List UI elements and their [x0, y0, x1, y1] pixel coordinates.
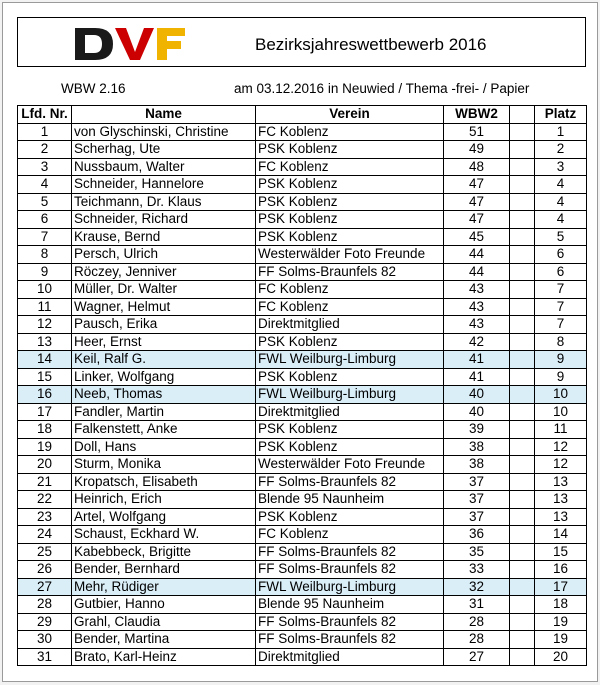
cell-club: PSK Koblenz: [256, 421, 444, 439]
cell-club: Westerwälder Foto Freunde: [256, 456, 444, 474]
cell-name: Nussbaum, Walter: [72, 158, 256, 176]
cell-blank: [510, 263, 535, 281]
cell-blank: [510, 526, 535, 544]
cell-blank: [510, 211, 535, 229]
cell-place: 9: [535, 351, 587, 369]
cell-score: 48: [444, 158, 510, 176]
column-header-club: Verein: [256, 106, 444, 124]
cell-place: 7: [535, 316, 587, 334]
table-row: [18, 596, 587, 614]
cell-club: PSK Koblenz: [256, 508, 444, 526]
cell-score: 44: [444, 263, 510, 281]
cell-name: von Glyschinski, Christine: [72, 123, 256, 141]
cell-score: 51: [444, 123, 510, 141]
cell-place: 18: [535, 596, 587, 614]
cell-blank: [510, 403, 535, 421]
cell-club: Direktmitglied: [256, 648, 444, 666]
cell-score: 43: [444, 281, 510, 299]
cell-score: 28: [444, 613, 510, 631]
column-header-name: Name: [72, 106, 256, 124]
cell-place: 6: [535, 263, 587, 281]
table-row: [18, 631, 587, 649]
cell-score: 32: [444, 578, 510, 596]
cell-score: 44: [444, 246, 510, 264]
cell-blank: [510, 176, 535, 194]
cell-nr: 17: [18, 403, 72, 421]
cell-place: 5: [535, 228, 587, 246]
cell-blank: [510, 578, 535, 596]
cell-place: 13: [535, 508, 587, 526]
cell-name: Bender, Martina: [72, 631, 256, 649]
cell-club: FC Koblenz: [256, 526, 444, 544]
column-header-place: Platz: [535, 106, 587, 124]
cell-place: 19: [535, 613, 587, 631]
cell-club: FF Solms-Braunfels 82: [256, 543, 444, 561]
cell-score: 28: [444, 631, 510, 649]
cell-nr: 26: [18, 561, 72, 579]
cell-club: FF Solms-Braunfels 82: [256, 561, 444, 579]
cell-nr: 14: [18, 351, 72, 369]
cell-place: 4: [535, 211, 587, 229]
cell-blank: [510, 386, 535, 404]
cell-name: Kropatsch, Elisabeth: [72, 473, 256, 491]
cell-blank: [510, 316, 535, 334]
cell-club: Direktmitglied: [256, 403, 444, 421]
cell-place: 8: [535, 333, 587, 351]
cell-nr: 30: [18, 631, 72, 649]
cell-club: FC Koblenz: [256, 158, 444, 176]
results-table: [17, 105, 587, 666]
table-header-row: [18, 106, 587, 124]
cell-score: 36: [444, 526, 510, 544]
table-row: [18, 141, 587, 159]
cell-nr: 8: [18, 246, 72, 264]
cell-name: Doll, Hans: [72, 438, 256, 456]
cell-nr: 28: [18, 596, 72, 614]
cell-club: PSK Koblenz: [256, 141, 444, 159]
table-row: [18, 561, 587, 579]
competition-details: am 03.12.2016 in Neuwied / Thema -frei- / Papier: [234, 81, 530, 96]
cell-nr: 1: [18, 123, 72, 141]
cell-club: Blende 95 Naunheim: [256, 491, 444, 509]
cell-name: Pausch, Erika: [72, 316, 256, 334]
cell-place: 10: [535, 403, 587, 421]
competition-code: WBW 2.16: [61, 81, 126, 96]
table-row: [18, 386, 587, 404]
cell-name: Persch, Ulrich: [72, 246, 256, 264]
cell-score: 39: [444, 421, 510, 439]
cell-name: Krause, Bernd: [72, 228, 256, 246]
cell-name: Bender, Bernhard: [72, 561, 256, 579]
cell-name: Brato, Karl-Heinz: [72, 648, 256, 666]
table-row: [18, 508, 587, 526]
cell-nr: 22: [18, 491, 72, 509]
column-header-blank: [510, 106, 535, 124]
cell-blank: [510, 298, 535, 316]
cell-place: 13: [535, 473, 587, 491]
table-row: [18, 403, 587, 421]
cell-club: FF Solms-Braunfels 82: [256, 263, 444, 281]
table-row: [18, 491, 587, 509]
cell-place: 20: [535, 648, 587, 666]
header-box: [17, 17, 586, 67]
cell-blank: [510, 491, 535, 509]
cell-score: 40: [444, 386, 510, 404]
cell-score: 47: [444, 211, 510, 229]
cell-name: Schneider, Hannelore: [72, 176, 256, 194]
cell-nr: 27: [18, 578, 72, 596]
cell-blank: [510, 351, 535, 369]
cell-blank: [510, 596, 535, 614]
cell-name: Teichmann, Dr. Klaus: [72, 193, 256, 211]
cell-score: 27: [444, 648, 510, 666]
cell-nr: 9: [18, 263, 72, 281]
cell-blank: [510, 438, 535, 456]
page-title: Bezirksjahreswettbewerb 2016: [255, 35, 487, 54]
cell-place: 10: [535, 386, 587, 404]
cell-nr: 29: [18, 613, 72, 631]
cell-club: PSK Koblenz: [256, 438, 444, 456]
cell-score: 42: [444, 333, 510, 351]
cell-place: 11: [535, 421, 587, 439]
cell-place: 3: [535, 158, 587, 176]
cell-club: FF Solms-Braunfels 82: [256, 613, 444, 631]
cell-name: Müller, Dr. Walter: [72, 281, 256, 299]
cell-score: 41: [444, 351, 510, 369]
cell-blank: [510, 158, 535, 176]
cell-blank: [510, 368, 535, 386]
table-row: [18, 648, 587, 666]
cell-score: 45: [444, 228, 510, 246]
cell-club: FC Koblenz: [256, 298, 444, 316]
cell-nr: 25: [18, 543, 72, 561]
cell-place: 12: [535, 438, 587, 456]
cell-blank: [510, 508, 535, 526]
cell-score: 43: [444, 316, 510, 334]
dvf-logo: [73, 24, 193, 64]
cell-place: 17: [535, 578, 587, 596]
cell-place: 2: [535, 141, 587, 159]
cell-blank: [510, 193, 535, 211]
cell-nr: 12: [18, 316, 72, 334]
cell-nr: 13: [18, 333, 72, 351]
table-row: [18, 368, 587, 386]
cell-score: 37: [444, 508, 510, 526]
cell-score: 37: [444, 473, 510, 491]
cell-club: FWL Weilburg-Limburg: [256, 351, 444, 369]
cell-blank: [510, 281, 535, 299]
cell-place: 16: [535, 561, 587, 579]
cell-name: Wagner, Helmut: [72, 298, 256, 316]
cell-name: Schneider, Richard: [72, 211, 256, 229]
cell-nr: 21: [18, 473, 72, 491]
cell-place: 12: [535, 456, 587, 474]
table-row: [18, 228, 587, 246]
cell-club: PSK Koblenz: [256, 368, 444, 386]
table-row: [18, 211, 587, 229]
cell-place: 13: [535, 491, 587, 509]
table-row: [18, 158, 587, 176]
cell-place: 15: [535, 543, 587, 561]
cell-score: 35: [444, 543, 510, 561]
cell-name: Linker, Wolfgang: [72, 368, 256, 386]
cell-blank: [510, 561, 535, 579]
cell-nr: 19: [18, 438, 72, 456]
cell-score: 38: [444, 438, 510, 456]
cell-name: Sturm, Monika: [72, 456, 256, 474]
cell-nr: 6: [18, 211, 72, 229]
cell-blank: [510, 123, 535, 141]
cell-name: Neeb, Thomas: [72, 386, 256, 404]
cell-nr: 2: [18, 141, 72, 159]
cell-place: 7: [535, 281, 587, 299]
cell-score: 47: [444, 176, 510, 194]
table-row: [18, 281, 587, 299]
cell-club: FF Solms-Braunfels 82: [256, 631, 444, 649]
cell-place: 4: [535, 176, 587, 194]
cell-score: 47: [444, 193, 510, 211]
cell-club: FC Koblenz: [256, 281, 444, 299]
cell-club: FWL Weilburg-Limburg: [256, 578, 444, 596]
table-row: [18, 473, 587, 491]
cell-name: Schaust, Eckhard W.: [72, 526, 256, 544]
table-row: [18, 263, 587, 281]
cell-club: FWL Weilburg-Limburg: [256, 386, 444, 404]
table-row: [18, 526, 587, 544]
table-row: [18, 421, 587, 439]
cell-blank: [510, 543, 535, 561]
cell-score: 31: [444, 596, 510, 614]
cell-place: 1: [535, 123, 587, 141]
cell-nr: 11: [18, 298, 72, 316]
table-row: [18, 193, 587, 211]
cell-club: PSK Koblenz: [256, 193, 444, 211]
cell-name: Artel, Wolfgang: [72, 508, 256, 526]
table-row: [18, 438, 587, 456]
results-body: [18, 123, 587, 666]
table-row: [18, 578, 587, 596]
cell-club: FC Koblenz: [256, 123, 444, 141]
table-row: [18, 316, 587, 334]
cell-place: 7: [535, 298, 587, 316]
cell-place: 4: [535, 193, 587, 211]
cell-nr: 23: [18, 508, 72, 526]
cell-nr: 4: [18, 176, 72, 194]
cell-name: Gutbier, Hanno: [72, 596, 256, 614]
cell-nr: 10: [18, 281, 72, 299]
cell-nr: 7: [18, 228, 72, 246]
cell-score: 40: [444, 403, 510, 421]
cell-name: Mehr, Rüdiger: [72, 578, 256, 596]
table-row: [18, 298, 587, 316]
cell-name: Falkenstett, Anke: [72, 421, 256, 439]
table-row: [18, 176, 587, 194]
cell-blank: [510, 648, 535, 666]
cell-place: 9: [535, 368, 587, 386]
table-row: [18, 333, 587, 351]
column-header-nr: Lfd. Nr.: [18, 106, 72, 124]
cell-club: PSK Koblenz: [256, 211, 444, 229]
cell-nr: 20: [18, 456, 72, 474]
cell-nr: 18: [18, 421, 72, 439]
cell-blank: [510, 473, 535, 491]
cell-nr: 24: [18, 526, 72, 544]
cell-name: Keil, Ralf G.: [72, 351, 256, 369]
cell-place: 14: [535, 526, 587, 544]
cell-blank: [510, 613, 535, 631]
cell-score: 33: [444, 561, 510, 579]
cell-club: Westerwälder Foto Freunde: [256, 246, 444, 264]
cell-name: Röczey, Jenniver: [72, 263, 256, 281]
cell-blank: [510, 333, 535, 351]
table-row: [18, 613, 587, 631]
cell-club: PSK Koblenz: [256, 176, 444, 194]
cell-name: Heinrich, Erich: [72, 491, 256, 509]
cell-nr: 3: [18, 158, 72, 176]
cell-club: PSK Koblenz: [256, 333, 444, 351]
cell-nr: 16: [18, 386, 72, 404]
cell-score: 49: [444, 141, 510, 159]
cell-score: 38: [444, 456, 510, 474]
cell-club: Blende 95 Naunheim: [256, 596, 444, 614]
cell-blank: [510, 456, 535, 474]
table-row: [18, 246, 587, 264]
cell-place: 6: [535, 246, 587, 264]
cell-club: Direktmitglied: [256, 316, 444, 334]
cell-score: 43: [444, 298, 510, 316]
column-header-score: WBW2: [444, 106, 510, 124]
cell-blank: [510, 141, 535, 159]
cell-blank: [510, 631, 535, 649]
cell-blank: [510, 421, 535, 439]
cell-name: Scherhag, Ute: [72, 141, 256, 159]
cell-name: Heer, Ernst: [72, 333, 256, 351]
results-sheet: [2, 2, 598, 682]
table-row: [18, 456, 587, 474]
table-row: [18, 351, 587, 369]
cell-nr: 31: [18, 648, 72, 666]
table-row: [18, 123, 587, 141]
cell-name: Fandler, Martin: [72, 403, 256, 421]
cell-club: PSK Koblenz: [256, 228, 444, 246]
cell-blank: [510, 228, 535, 246]
cell-name: Kabebbeck, Brigitte: [72, 543, 256, 561]
table-row: [18, 543, 587, 561]
cell-score: 37: [444, 491, 510, 509]
cell-nr: 5: [18, 193, 72, 211]
cell-nr: 15: [18, 368, 72, 386]
cell-place: 19: [535, 631, 587, 649]
cell-score: 41: [444, 368, 510, 386]
cell-name: Grahl, Claudia: [72, 613, 256, 631]
cell-club: FF Solms-Braunfels 82: [256, 473, 444, 491]
cell-blank: [510, 246, 535, 264]
